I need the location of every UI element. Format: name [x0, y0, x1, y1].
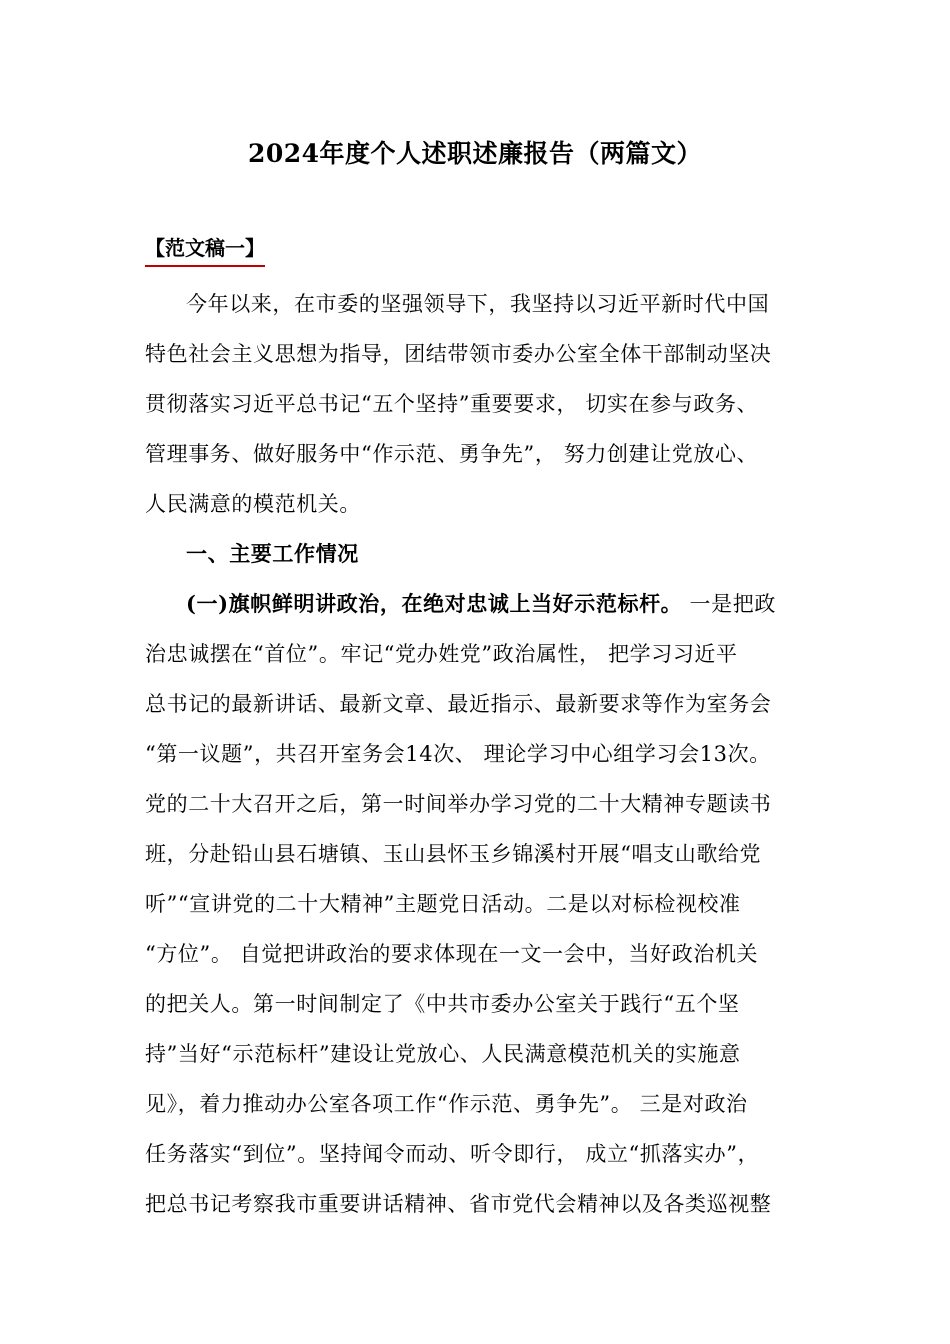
paragraph-line: “第一议题”，共召开室务会14次、 理论学习中心组学习会13次。	[145, 742, 771, 766]
paragraph-line: 今年以来，在市委的坚强领导下，我坚持以习近平新时代中国	[186, 292, 770, 316]
paragraph-line: 党的二十大召开之后，第一时间举办学习党的二十大精神专题读书	[145, 792, 772, 816]
paragraph-text: 一是把政	[682, 592, 776, 616]
subheading: (一)旗帜鲜明讲政治，在绝对忠诚上当好示范标杆。	[186, 591, 683, 616]
paragraph-line: “方位”。 自觉把讲政治的要求体现在一文一会中，当好政治机关	[145, 942, 759, 966]
paragraph-line: 的把关人。第一时间制定了《中共市委办公室关于践行“五个坚	[145, 992, 740, 1016]
paragraph-line: 班，分赴铅山县石塘镇、玉山县怀玉乡锦溪村开展“唱支山歌给党	[145, 842, 762, 866]
paragraph-line: 任务落实“到位”。坚持闻令而动、听令即行， 成立“抓落实办”，	[145, 1142, 760, 1166]
paragraph-line	[186, 586, 866, 622]
section-tag: 【范文稿一】	[145, 232, 265, 267]
paragraph-line: 管理事务、做好服务中“作示范、勇争先”， 努力创建让党放心、	[145, 442, 759, 466]
paragraph-line: 总书记的最新讲话、最新文章、最近指示、最新要求等作为室务会	[145, 692, 772, 716]
paragraph-line: 见》，着力推动办公室各项工作“作示范、勇争先”。 三是对政治	[145, 1092, 748, 1116]
paragraph-line: 听”“宣讲党的二十大精神”主题党日活动。二是以对标检视校准	[145, 892, 741, 916]
paragraph-line: 治忠诚摆在“首位”。牢记“党办姓党”政治属性， 把学习习近平	[145, 642, 738, 666]
section-heading: 一、主要工作情况	[186, 541, 359, 566]
paragraph-line: 特色社会主义思想为指导，团结带领市委办公室全体干部制动坚决	[145, 342, 772, 366]
paragraph-line: 持”当好“示范标杆”建设让党放心、人民满意模范机关的实施意	[145, 1042, 741, 1066]
document-title: 2024年度个人述职述廉报告（两篇文）	[247, 139, 703, 168]
paragraph-line: 人民满意的模范机关。	[145, 492, 361, 516]
paragraph-line: 把总书记考察我市重要讲话精神、省市党代会精神以及各类巡视整	[145, 1192, 772, 1216]
paragraph-line: 贯彻落实习近平总书记“五个坚持”重要要求， 切实在参与政务、	[145, 392, 759, 416]
